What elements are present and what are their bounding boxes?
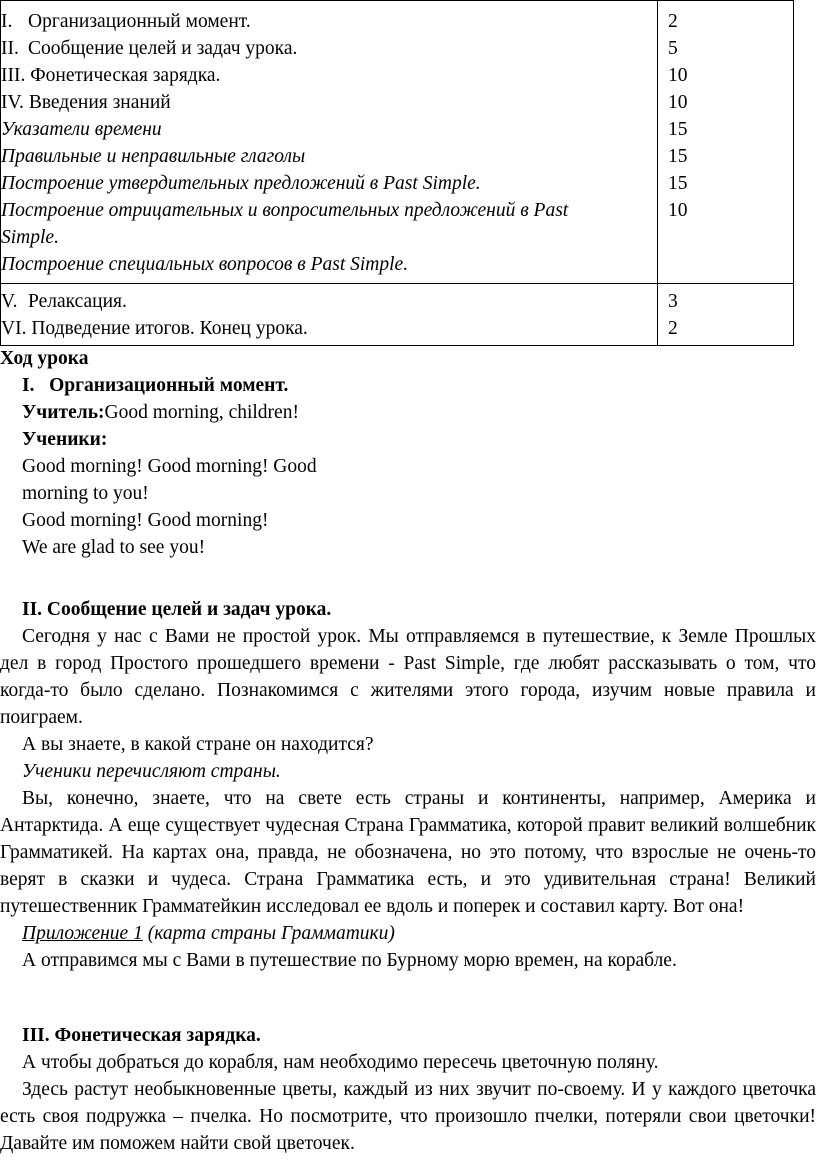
song-line: Good morning! Good morning! (22, 510, 269, 531)
plan-minutes: 10 (668, 65, 688, 86)
plan-item: VI. Подведение итогов. Конец урока. (1, 318, 308, 339)
paragraph: А отправимся мы с Вами в путешествие по Бурному морю времен, на корабле. (22, 950, 677, 971)
paragraph: Сегодня у нас с Вами не простой урок. Мы отправляемся в путешествие, к Земле Прошлых дел в город Простого прошедшего времени - Past Simple, где любят рассказывать о том, что когда-то было сделано. Познакомимся с жителями этого города, изучим новые правила и поиграем. (0, 626, 816, 728)
plan-subitem: Построение специальных вопросов в Past Simple. (1, 254, 409, 275)
song-line: We are glad to see you! (22, 537, 206, 558)
plan-item: IV. Введения знаний (1, 92, 171, 113)
section-title: III. Фонетическая зарядка. (22, 1025, 261, 1046)
plan-subitem: Построение отрицательных и вопросительных предложений в Past Simple. (1, 200, 569, 248)
paragraph: А вы знаете, в какой стране он находится? (22, 734, 374, 755)
plan-minutes: 10 (668, 92, 688, 113)
plan-minutes: 15 (668, 146, 688, 167)
lesson-plan-table (0, 0, 794, 346)
plan-stages-cell (1, 284, 658, 346)
plan-subitem: Указатели времени (1, 119, 162, 140)
plan-subitem: Построение утвердительных предложений в Past Simple. (1, 173, 481, 194)
plan-minutes: 10 (668, 200, 688, 221)
plan-minutes: 5 (668, 38, 678, 59)
lesson-progress-section (0, 345, 816, 561)
paragraph: Вы, конечно, знаете, что на свете есть страны и континенты, например, Америка и Антарктида. А еще существует чудесная Страна Грамматика, которой правит великий волшебник Грамматикей. На картах она, правда, не обозначена, но это потому, что взрослые не очень-то верят в сказки и чудеса. Страна Грамматика есть, и это удивительная страна! Великий путешественник Грамматейкин исследовал ее вдоль и поперек и составил карту. Вот она! (0, 788, 816, 917)
plan-table-row (1, 284, 794, 346)
plan-item: V. Релаксация. (1, 291, 127, 312)
plan-item: I. Организационный момент. (1, 11, 251, 32)
teacher-line: Учитель:Good morning, children! (22, 402, 299, 423)
section-title: I. Организационный момент. (22, 375, 289, 396)
plan-item: II. Сообщение целей и задач урока. (1, 38, 298, 59)
phonetic-section (0, 1022, 816, 1157)
plan-stages-cell (1, 1, 658, 284)
paragraph: Здесь растут необыкновенные цветы, каждый из них звучит по-своему. И у каждого цветочка есть своя подружка – пчелка. Но посмотрите, что произошло пчелки, потеряли свои цветочки! Давайте им поможем найти свой цветочек. (0, 1079, 816, 1154)
appendix-link[interactable]: Приложение 1 (22, 923, 143, 944)
students-label: Ученики: (22, 429, 108, 450)
plan-subitem: Правильные и неправильные глаголы (1, 146, 306, 167)
plan-minutes: 3 (668, 291, 678, 312)
plan-item: III. Фонетическая зарядка. (1, 65, 221, 86)
greeting-block (0, 372, 816, 561)
plan-minutes: 15 (668, 119, 688, 140)
paragraph: А чтобы добраться до корабля, нам необходимо пересечь цветочную поляну. (22, 1052, 659, 1073)
section-title: II. Сообщение целей и задач урока. (22, 599, 332, 620)
plan-minutes: 2 (668, 11, 678, 32)
paragraph: Ученики перечисляют страны. (22, 761, 281, 782)
section-heading: Ход урока (0, 348, 89, 369)
plan-table-row (1, 1, 794, 284)
plan-minutes: 15 (668, 173, 688, 194)
plan-minutes: 2 (668, 318, 678, 339)
goals-section (0, 596, 816, 974)
plan-minutes-cell (658, 1, 794, 284)
song-line: Good morning! Good morning! Good (22, 456, 317, 477)
song-line: morning to you! (22, 483, 149, 504)
plan-minutes-cell (658, 284, 794, 346)
appendix-reference: Приложение 1 (карта страны Грамматики) (22, 923, 395, 944)
